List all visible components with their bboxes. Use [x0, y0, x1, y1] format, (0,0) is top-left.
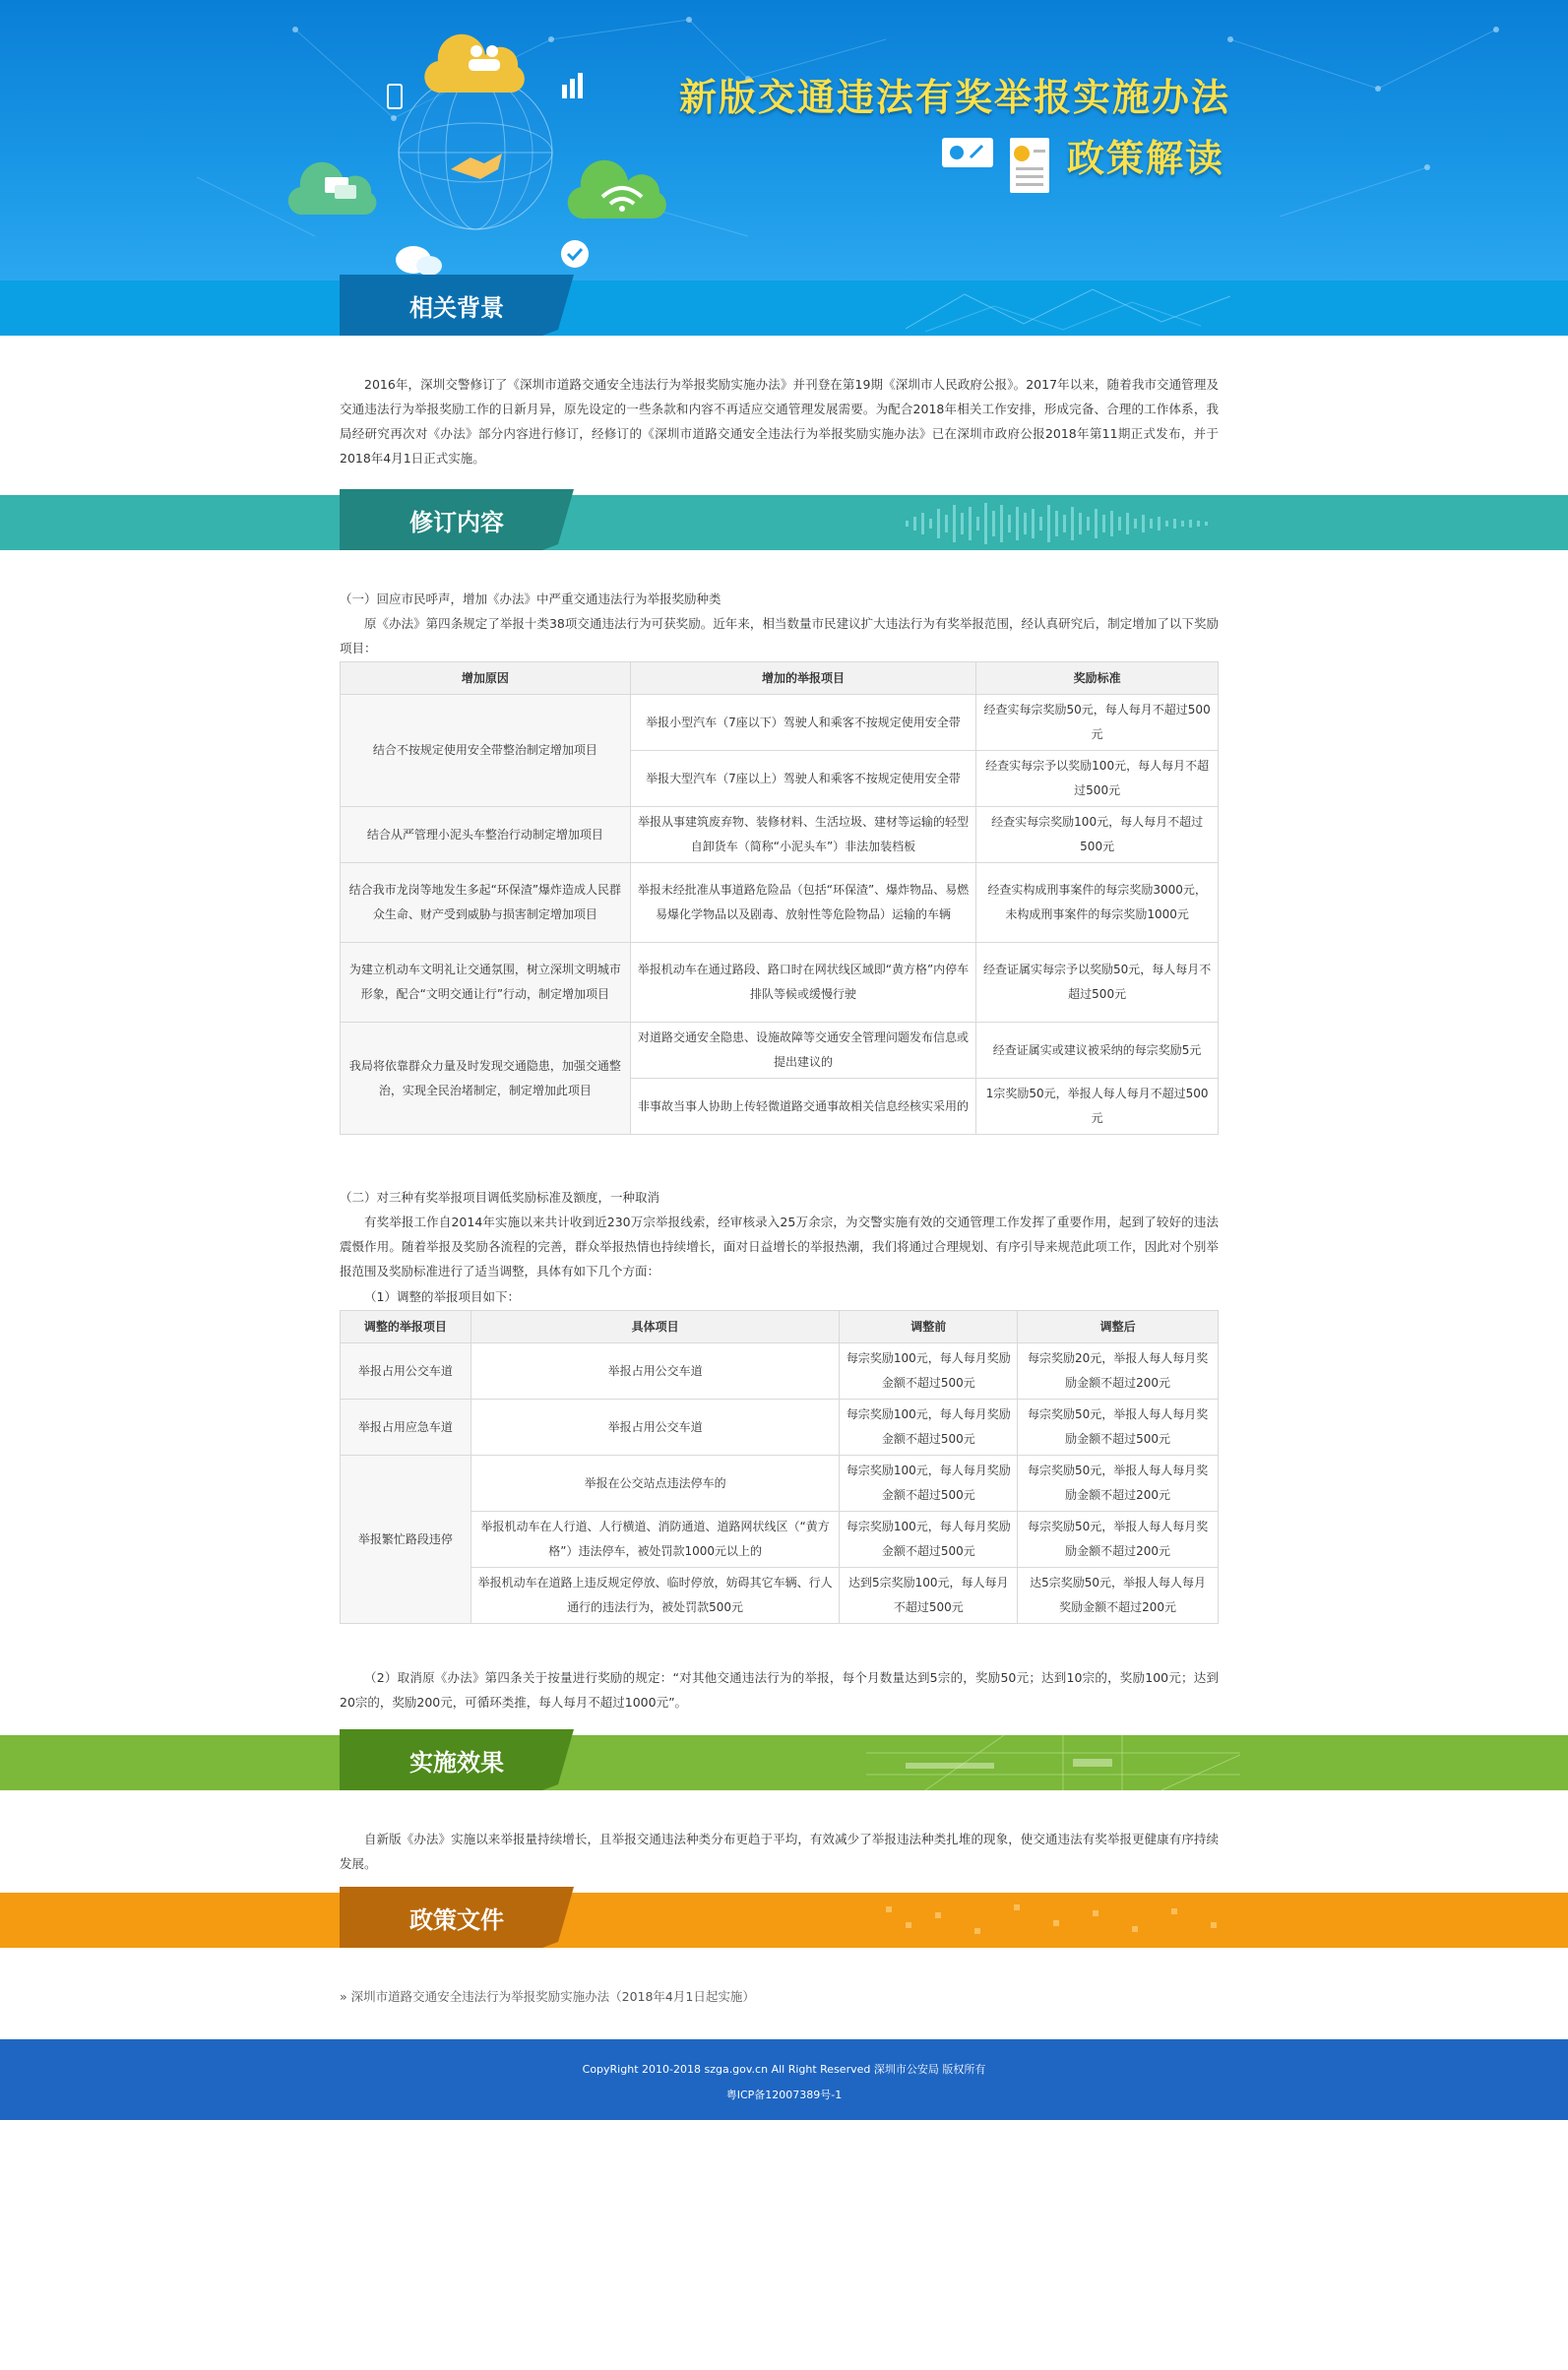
policy-document-link[interactable]: » 深圳市道路交通安全违法行为举报奖励实施办法（2018年4月1日起实施） — [340, 1989, 755, 2004]
after-cell: 每宗奖励50元，举报人每人每月奖励金额不超过200元 — [1018, 1512, 1219, 1568]
section-title-revision: 修订内容 — [409, 509, 504, 536]
before-cell: 达到5宗奖励100元，每人每月不超过500元 — [840, 1568, 1018, 1624]
before-cell: 每宗奖励100元，每人每月奖励金额不超过500元 — [840, 1456, 1018, 1512]
banner-title: 新版交通违法有奖举报实施办法 — [679, 76, 1231, 119]
reward-cell: 经查实每宗予以奖励100元，每人每月不超过500元 — [976, 751, 1219, 807]
revision-item2-title: （二）对三种有奖举报项目调低奖励标准及额度，一种取消 — [340, 1190, 660, 1205]
group-cell: 举报占用公交车道 — [341, 1343, 471, 1400]
table-row — [341, 863, 1219, 943]
check-icon — [561, 240, 589, 268]
reason-cell: 结合从严管理小泥头车整治行动制定增加项目 — [341, 807, 631, 863]
added-items-table — [340, 661, 1219, 1135]
chat-cloud-icon — [288, 162, 377, 215]
group-cell: 举报占用应急车道 — [341, 1400, 471, 1456]
reason-cell: 结合不按规定使用安全带整治制定增加项目 — [341, 695, 631, 807]
adjusted-items-table — [340, 1310, 1219, 1624]
table-row — [341, 695, 1219, 751]
road-decoration — [866, 1735, 1240, 1790]
certificate-icon — [1010, 138, 1049, 193]
group-cell: 举报繁忙路段违停 — [341, 1456, 471, 1624]
item-cell: 举报占用公交车道 — [470, 1343, 840, 1400]
item-cell: 举报从事建筑废弃物、装修材料、生活垃圾、建材等运输的轻型自卸货车（简称“小泥头车”）非法加装档板 — [630, 807, 976, 863]
table-row — [341, 1023, 1219, 1079]
before-cell: 每宗奖励100元，每人每月奖励金额不超过500元 — [840, 1512, 1018, 1568]
dots-decoration — [866, 1893, 1240, 1948]
table-row — [341, 1400, 1219, 1456]
effect-paragraph: 自新版《办法》实施以来举报量持续增长，且举报交通违法种类分布更趋于平均，有效减少了举报违法种类扎堆的现象，使交通违法有奖举报更健康有序持续发展。 — [340, 1832, 1219, 1871]
item-cell: 举报占用公交车道 — [470, 1400, 840, 1456]
reward-cell: 经查证属实每宗予以奖励50元，每人每月不超过500元 — [976, 943, 1219, 1023]
item-cell: 对道路交通安全隐患、设施故障等交通安全管理问题发布信息或提出建议的 — [630, 1023, 976, 1079]
table-header-cell: 奖励标准 — [976, 662, 1219, 695]
network-background — [0, 0, 1568, 281]
item-cell: 举报未经批准从事道路危险品（包括“环保渣”、爆炸物品、易燃易爆化学物品以及剧毒、放射性等危险物品）运输的车辆 — [630, 863, 976, 943]
item-cell: 举报机动车在道路上违反规定停放、临时停放，妨碍其它车辆、行人通行的违法行为，被处罚款500元 — [470, 1568, 840, 1624]
reward-cell: 1宗奖励50元，举报人每人每月不超过500元 — [976, 1079, 1219, 1135]
section-title-policy: 政策文件 — [409, 1906, 504, 1934]
revision-item2-sub2: （2）取消原《办法》第四条关于按量进行奖励的规定：“对其他交通违法行为的举报，每个月数量达到5宗的，奖励50元；达到10宗的，奖励100元；达到20宗的，奖励200元，可循环类推，每人每月不超过1000元”。 — [340, 1670, 1219, 1710]
revision-item2-sub1: （1）调整的举报项目如下： — [364, 1289, 520, 1304]
footer-copyright: CopyRight 2010-2018 szga.gov.cn All Right Reserved 深圳市公安局 版权所有 — [582, 2063, 986, 2076]
banner-subtitle: 政策解读 — [1067, 137, 1225, 180]
globe-network-icon — [399, 76, 552, 229]
wave-decoration — [906, 499, 1221, 548]
reason-cell: 结合我市龙岗等地发生多起“环保渣”爆炸造成人民群众生命、财产受到威胁与损害制定增加项目 — [341, 863, 631, 943]
after-cell: 每宗奖励20元，举报人每人每月奖励金额不超过200元 — [1018, 1343, 1219, 1400]
wifi-cloud-icon — [568, 160, 666, 218]
item-cell: 举报机动车在通过路段、路口时在网状线区域即“黄方格”内停车排队等候或缓慢行驶 — [630, 943, 976, 1023]
reason-cell: 为建立机动车文明礼让交通氛围，树立深圳文明城市形象，配合“文明交通让行”行动，制定增加项目 — [341, 943, 631, 1023]
wechat-icon — [396, 246, 442, 276]
item-cell: 非事故当事人协助上传轻微道路交通事故相关信息经核实采用的 — [630, 1079, 976, 1135]
revision-item1-text: 原《办法》第四条规定了举报十类38项交通违法行为可获奖励。近年来，相当数量市民建议扩大违法行为有奖举报范围，经认真研究后，制定增加了以下奖励项目： — [340, 616, 1219, 655]
table-header-cell: 调整后 — [1018, 1311, 1219, 1343]
badge-icon — [942, 138, 993, 167]
after-cell: 每宗奖励50元，举报人每人每月奖励金额不超过200元 — [1018, 1456, 1219, 1512]
section-bar-revision — [0, 495, 1568, 550]
table-row — [341, 1456, 1219, 1512]
table-row — [341, 1568, 1219, 1624]
table-header-cell: 增加的举报项目 — [630, 662, 976, 695]
table-header-cell: 具体项目 — [470, 1311, 840, 1343]
section-bar-effect — [0, 1735, 1568, 1790]
after-cell: 每宗奖励50元，举报人每人每月奖励金额不超过500元 — [1018, 1400, 1219, 1456]
table-header-row — [341, 662, 1219, 695]
reward-cell: 经查实每宗奖励50元，每人每月不超过500元 — [976, 695, 1219, 751]
table-row — [341, 943, 1219, 1023]
table-row — [341, 807, 1219, 863]
table-header-row — [341, 1311, 1219, 1343]
revision-item2-text: 有奖举报工作自2014年实施以来共计收到近230万宗举报线索，经审核录入25万余宗，为交警实施有效的交通管理工作发挥了重要作用，起到了较好的违法震慑作用。随着举报及奖励各流程的完善，群众举报热情也持续增长，面对日益增长的举报热潮，我们将通过合理规划、有序引导来规范此项工作，因此对个别举报范围及奖励标准进行了适当调整，具体有如下几个方面： — [340, 1215, 1219, 1279]
footer-icp[interactable]: 粤ICP备12007389号-1 — [725, 2089, 843, 2101]
table-row — [341, 1343, 1219, 1400]
reward-cell: 经查证属实或建议被采纳的每宗奖励5元 — [976, 1023, 1219, 1079]
section-bar-background — [0, 281, 1568, 336]
decoration-lines — [906, 284, 1230, 334]
section-title-effect: 实施效果 — [409, 1749, 504, 1777]
phone-icon — [388, 85, 402, 108]
table-header-cell: 增加原因 — [341, 662, 631, 695]
people-cloud-icon — [424, 34, 525, 93]
before-cell: 每宗奖励100元，每人每月奖励金额不超过500元 — [840, 1343, 1018, 1400]
reason-cell: 我局将依靠群众力量及时发现交通隐患，加强交通整治，实现全民治堵制定，制定增加此项目 — [341, 1023, 631, 1135]
item-cell: 举报大型汽车（7座以上）驾驶人和乘客不按规定使用安全带 — [630, 751, 976, 807]
item-cell: 举报机动车在人行道、人行横道、消防通道、道路网状线区（“黄方格”）违法停车，被处罚款1000元以上的 — [470, 1512, 840, 1568]
table-header-cell: 调整的举报项目 — [341, 1311, 471, 1343]
after-cell: 达5宗奖励50元，举报人每人每月奖励金额不超过200元 — [1018, 1568, 1219, 1624]
before-cell: 每宗奖励100元，每人每月奖励金额不超过500元 — [840, 1400, 1018, 1456]
table-header-cell: 调整前 — [840, 1311, 1018, 1343]
header-banner — [0, 0, 1568, 281]
reward-cell: 经查实每宗奖励100元，每人每月不超过500元 — [976, 807, 1219, 863]
background-paragraph: 2016年，深圳交警修订了《深圳市道路交通安全违法行为举报奖励实施办法》并刊登在第19期《深圳市人民政府公报》。2017年以来，随着我市交通管理及交通违法行为举报奖励工作的日新月异，原先设定的一些条款和内容不再适应交通管理发展需要。为配合2018年相关工作安排，形成完备、合理的工作体系，我局经研究再次对《办法》部分内容进行修订，经修订的《深圳市道路交通安全违法行为举报奖励实施办法》已在深圳市政府公报2018年第11期正式发布，并于2018年4月1日正式实施。 — [340, 377, 1219, 466]
reward-cell: 经查实构成刑事案件的每宗奖励3000元，未构成刑事案件的每宗奖励1000元 — [976, 863, 1219, 943]
section-title-background: 相关背景 — [409, 294, 504, 322]
item-cell: 举报在公交站点违法停车的 — [470, 1456, 840, 1512]
revision-item1-title: （一）回应市民呼声，增加《办法》中严重交通违法行为举报奖励种类 — [340, 592, 721, 606]
chart-icon — [562, 73, 583, 98]
item-cell: 举报小型汽车（7座以下）驾驶人和乘客不按规定使用安全带 — [630, 695, 976, 751]
section-bar-policy — [0, 1893, 1568, 1948]
footer — [0, 2039, 1568, 2120]
table-row — [341, 1512, 1219, 1568]
